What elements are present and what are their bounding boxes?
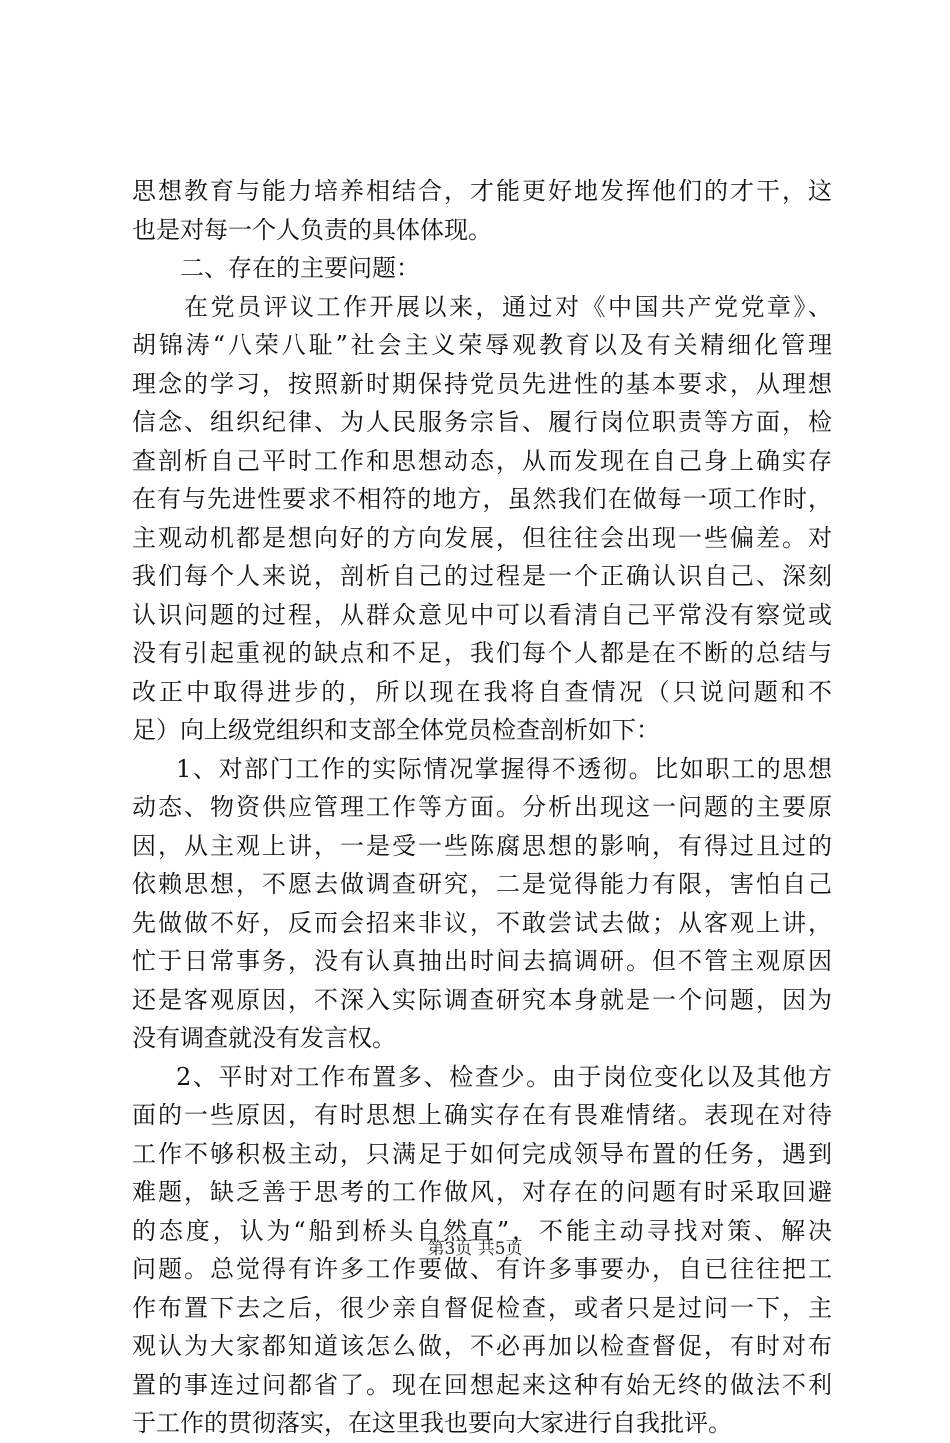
text-line: 2、平时对工作布置多、检查少。由于岗位变化以及其他方: [176, 1062, 832, 1091]
text-line: 难题，缺乏善于思考的工作做风，对存在的问题有时采取回避: [132, 1178, 832, 1206]
text-line: 问题。总觉得有许多工作要做、有许多事要办，自已往往把工: [132, 1255, 832, 1283]
page-number-footer: 第3页 共5页: [427, 1239, 523, 1259]
text-line: 还是客观原因，不深入实际调查研究本身就是一个问题，因为: [132, 985, 832, 1014]
text-line: 动态、物资供应管理工作等方面。分析出现这一问题的主要原: [132, 793, 832, 821]
text-line: 1、对部门工作的实际情况掌握得不透彻。比如职工的思想: [176, 754, 832, 783]
text-line: 在党员评议工作开展以来，通过对《中国共产党党章》、: [184, 292, 832, 321]
text-line: 因，从主观上讲，一是受一些陈腐思想的影响，有得过且过的: [132, 831, 832, 860]
text-line: 主观动机都是想向好的方向发展，但往往会出现一些偏差。对: [132, 523, 832, 552]
section-heading: 二、存在的主要问题：: [180, 254, 420, 282]
text-line: 胡锦涛“八荣八耻”社会主义荣辱观教育以及有关精细化管理: [132, 331, 832, 359]
text-line: 足）向上级党组织和支部全体党员检查剖析如下：: [132, 716, 660, 744]
text-line: 信念、组织纪律、为人民服务宗旨、履行岗位职责等方面，检: [132, 408, 832, 436]
text-line: 面的一些原因，有时思想上确实存在有畏难情绪。表现在对待: [132, 1101, 832, 1129]
text-line: 置的事连过问都省了。现在回想起来这种有始无终的做法不利: [132, 1370, 832, 1399]
text-line: 作布置下去之后，很少亲自督促检查，或者只是过问一下，主: [132, 1293, 832, 1322]
text-line: 认识问题的过程，从群众意见中可以看清自己平常没有察觉或: [132, 600, 832, 629]
text-line: 工作不够积极主动，只满足于如何完成领导布置的任务，遇到: [132, 1139, 832, 1168]
text-line: 依赖思想，不愿去做调查研究，二是觉得能力有限，害怕自己: [132, 870, 832, 898]
text-line: 没有引起重视的缺点和不足，我们每个人都是在不断的总结与: [132, 639, 832, 667]
text-line: 思想教育与能力培养相结合，才能更好地发挥他们的才干，这: [132, 177, 832, 205]
text-line: 观认为大家都知道该怎么做，不必再加以检查督促，有时对布: [132, 1332, 832, 1360]
text-line: 没有调查就没有发言权。: [132, 1024, 396, 1052]
text-line: 于工作的贯彻落实，在这里我也要向大家进行自我批评。: [132, 1409, 732, 1437]
text-line: 先做做不好，反而会招来非议，不敢尝试去做；从客观上讲，: [132, 908, 832, 937]
text-line: 我们每个人来说，剖析自己的过程是一个正确认识自己、深刻: [132, 562, 832, 590]
text-line: 忙于日常事务，没有认真抽出时间去搞调研。但不管主观原因: [132, 947, 832, 975]
text-line: 在有与先进性要求不相符的地方，虽然我们在做每一项工作时，: [132, 485, 832, 513]
text-line: 也是对每一个人负责的具体体现。: [132, 215, 492, 244]
text-line: 理念的学习，按照新时期保持党员先进性的基本要求，从理想: [132, 369, 832, 398]
text-line: 查剖析自己平时工作和思想动态，从而发现在自己身上确实存: [132, 446, 832, 475]
text-line: 的态度，认为“船到桥头自然直”，不能主动寻找对策、解决: [132, 1216, 832, 1245]
text-line: 改正中取得进步的，所以现在我将自查情况（只说问题和不: [132, 677, 832, 706]
